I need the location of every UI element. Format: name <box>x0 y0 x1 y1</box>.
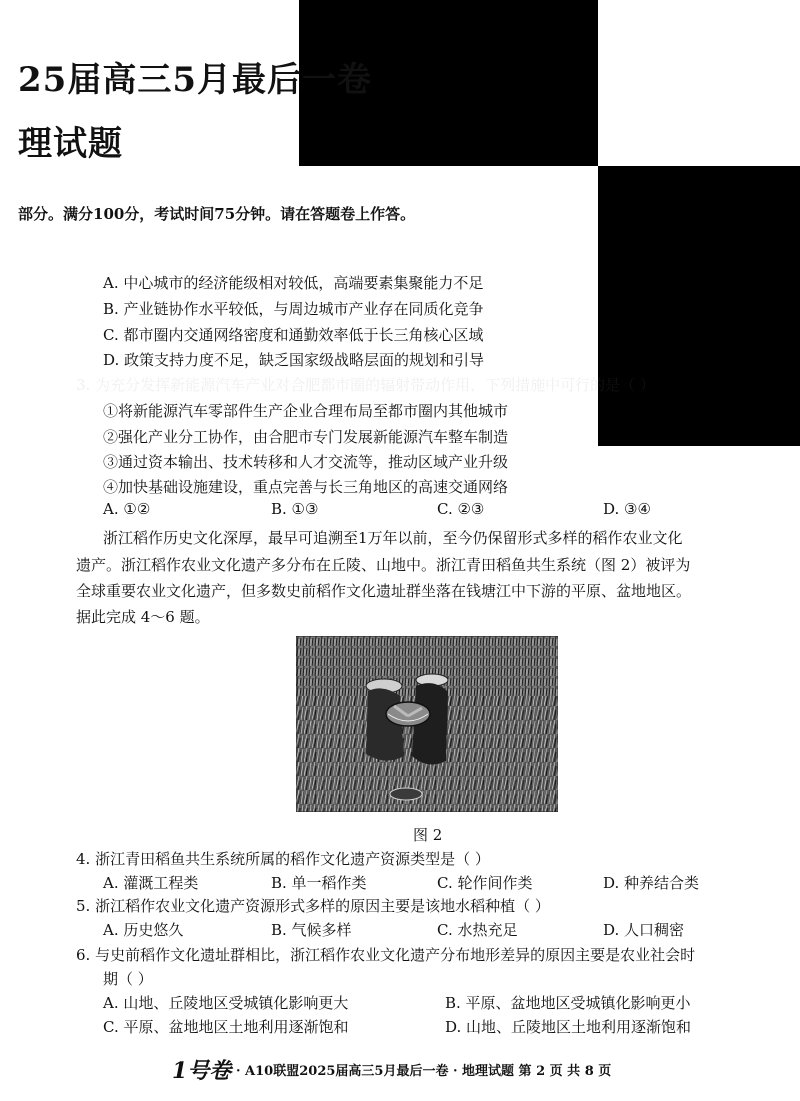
passage-line-4: 据此完成 4～6 题。 <box>76 608 210 626</box>
q4-option-a: A. 灌溉工程类 <box>103 874 199 892</box>
q6-stem-line2: 期（ ） <box>103 970 153 988</box>
q3-item-1: ①将新能源汽车零部件生产企业合理布局至都市圈内其他城市 <box>103 402 509 420</box>
q5-option-a: A. 历史悠久 <box>103 921 184 939</box>
publisher-logo: 1号卷 <box>172 1058 232 1084</box>
q6-option-c: C. 平原、盆地地区土地利用逐渐饱和 <box>103 1018 349 1036</box>
exam-instructions: 部分。满分100分，考试时间75分钟。请在答题卷上作答。 <box>18 205 416 223</box>
passage-line-2: 遗产。浙江稻作农业文化遗产多分布在丘陵、山地中。浙江青田稻鱼共生系统（图 2）被评为 <box>76 556 691 574</box>
q2-option-d: D. 政策支持力度不足，缺乏国家级战略层面的规划和引导 <box>103 351 485 369</box>
q4-option-d: D. 种养结合类 <box>603 874 700 892</box>
q6-option-b: B. 平原、盆地地区受城镇化影响更小 <box>445 994 691 1012</box>
q3-option-d: D. ③④ <box>603 500 651 518</box>
q6-stem-line1: 6. 与史前稻作文化遗址群相比，浙江稻作农业文化遗产分布地形差异的原因主要是农业社会时 <box>76 946 696 964</box>
page-title-line2: 理试题 <box>18 124 123 164</box>
q3-item-2: ②强化产业分工协作，由合肥市专门发展新能源汽车整车制造 <box>103 428 509 446</box>
page-footer: · A10联盟2025届高三5月最后一卷 · 地理试题 第 2 页 共 8 页 <box>236 1064 612 1079</box>
rice-field-photo <box>296 636 558 812</box>
q4-option-b: B. 单一稻作类 <box>271 874 367 892</box>
q6-option-d: D. 山地、丘陵地区土地利用逐渐饱和 <box>445 1018 692 1036</box>
q3-item-3: ③通过资本输出、技术转移和人才交流等，推动区域产业升级 <box>103 453 509 471</box>
q2-option-b: B. 产业链协作水平较低，与周边城市产业存在同质化竞争 <box>103 300 484 318</box>
q5-option-c: C. 水热充足 <box>437 921 518 939</box>
q3-option-b: B. ①③ <box>271 500 319 518</box>
q3-option-c: C. ②③ <box>437 500 485 518</box>
q6-option-a: A. 山地、丘陵地区受城镇化影响更大 <box>103 994 349 1012</box>
passage-line-1: 浙江稻作历史文化深厚，最早可追溯至1万年以前，至今仍保留形式多样的稻作农业文化 <box>103 529 683 547</box>
page-title-line1: 25届高三5月最后一卷 <box>18 60 372 100</box>
passage-line-3: 全球重要农业文化遗产，但多数史前稻作文化遗址群坐落在钱塘江中下游的平原、盆地地区。 <box>76 582 692 600</box>
q5-option-b: B. 气候多样 <box>271 921 352 939</box>
q2-option-a: A. 中心城市的经济能级相对较低，高端要素集聚能力不足 <box>103 274 484 292</box>
q5-stem: 5. 浙江稻作农业文化遗产资源形式多样的原因主要是该地水稻种植（ ） <box>76 897 550 915</box>
q2-option-c: C. 都市圈内交通网络密度和通勤效率低于长三角核心区域 <box>103 326 484 344</box>
q3-item-4: ④加快基础设施建设，重点完善与长三角地区的高速交通网络 <box>103 478 509 496</box>
q4-option-c: C. 轮作间作类 <box>437 874 533 892</box>
q3-option-a: A. ①② <box>103 500 151 518</box>
redaction-block-right <box>598 166 800 446</box>
figure-caption: 图 2 <box>413 826 443 844</box>
q4-stem: 4. 浙江青田稻鱼共生系统所属的稻作文化遗产资源类型是（ ） <box>76 850 490 868</box>
q5-option-d: D. 人口稠密 <box>603 921 685 939</box>
q3-stem: 3. 为充分发挥新能源汽车产业对合肥都市圈的辐射带动作用，下列措施中可行的是（ ） <box>76 376 655 394</box>
